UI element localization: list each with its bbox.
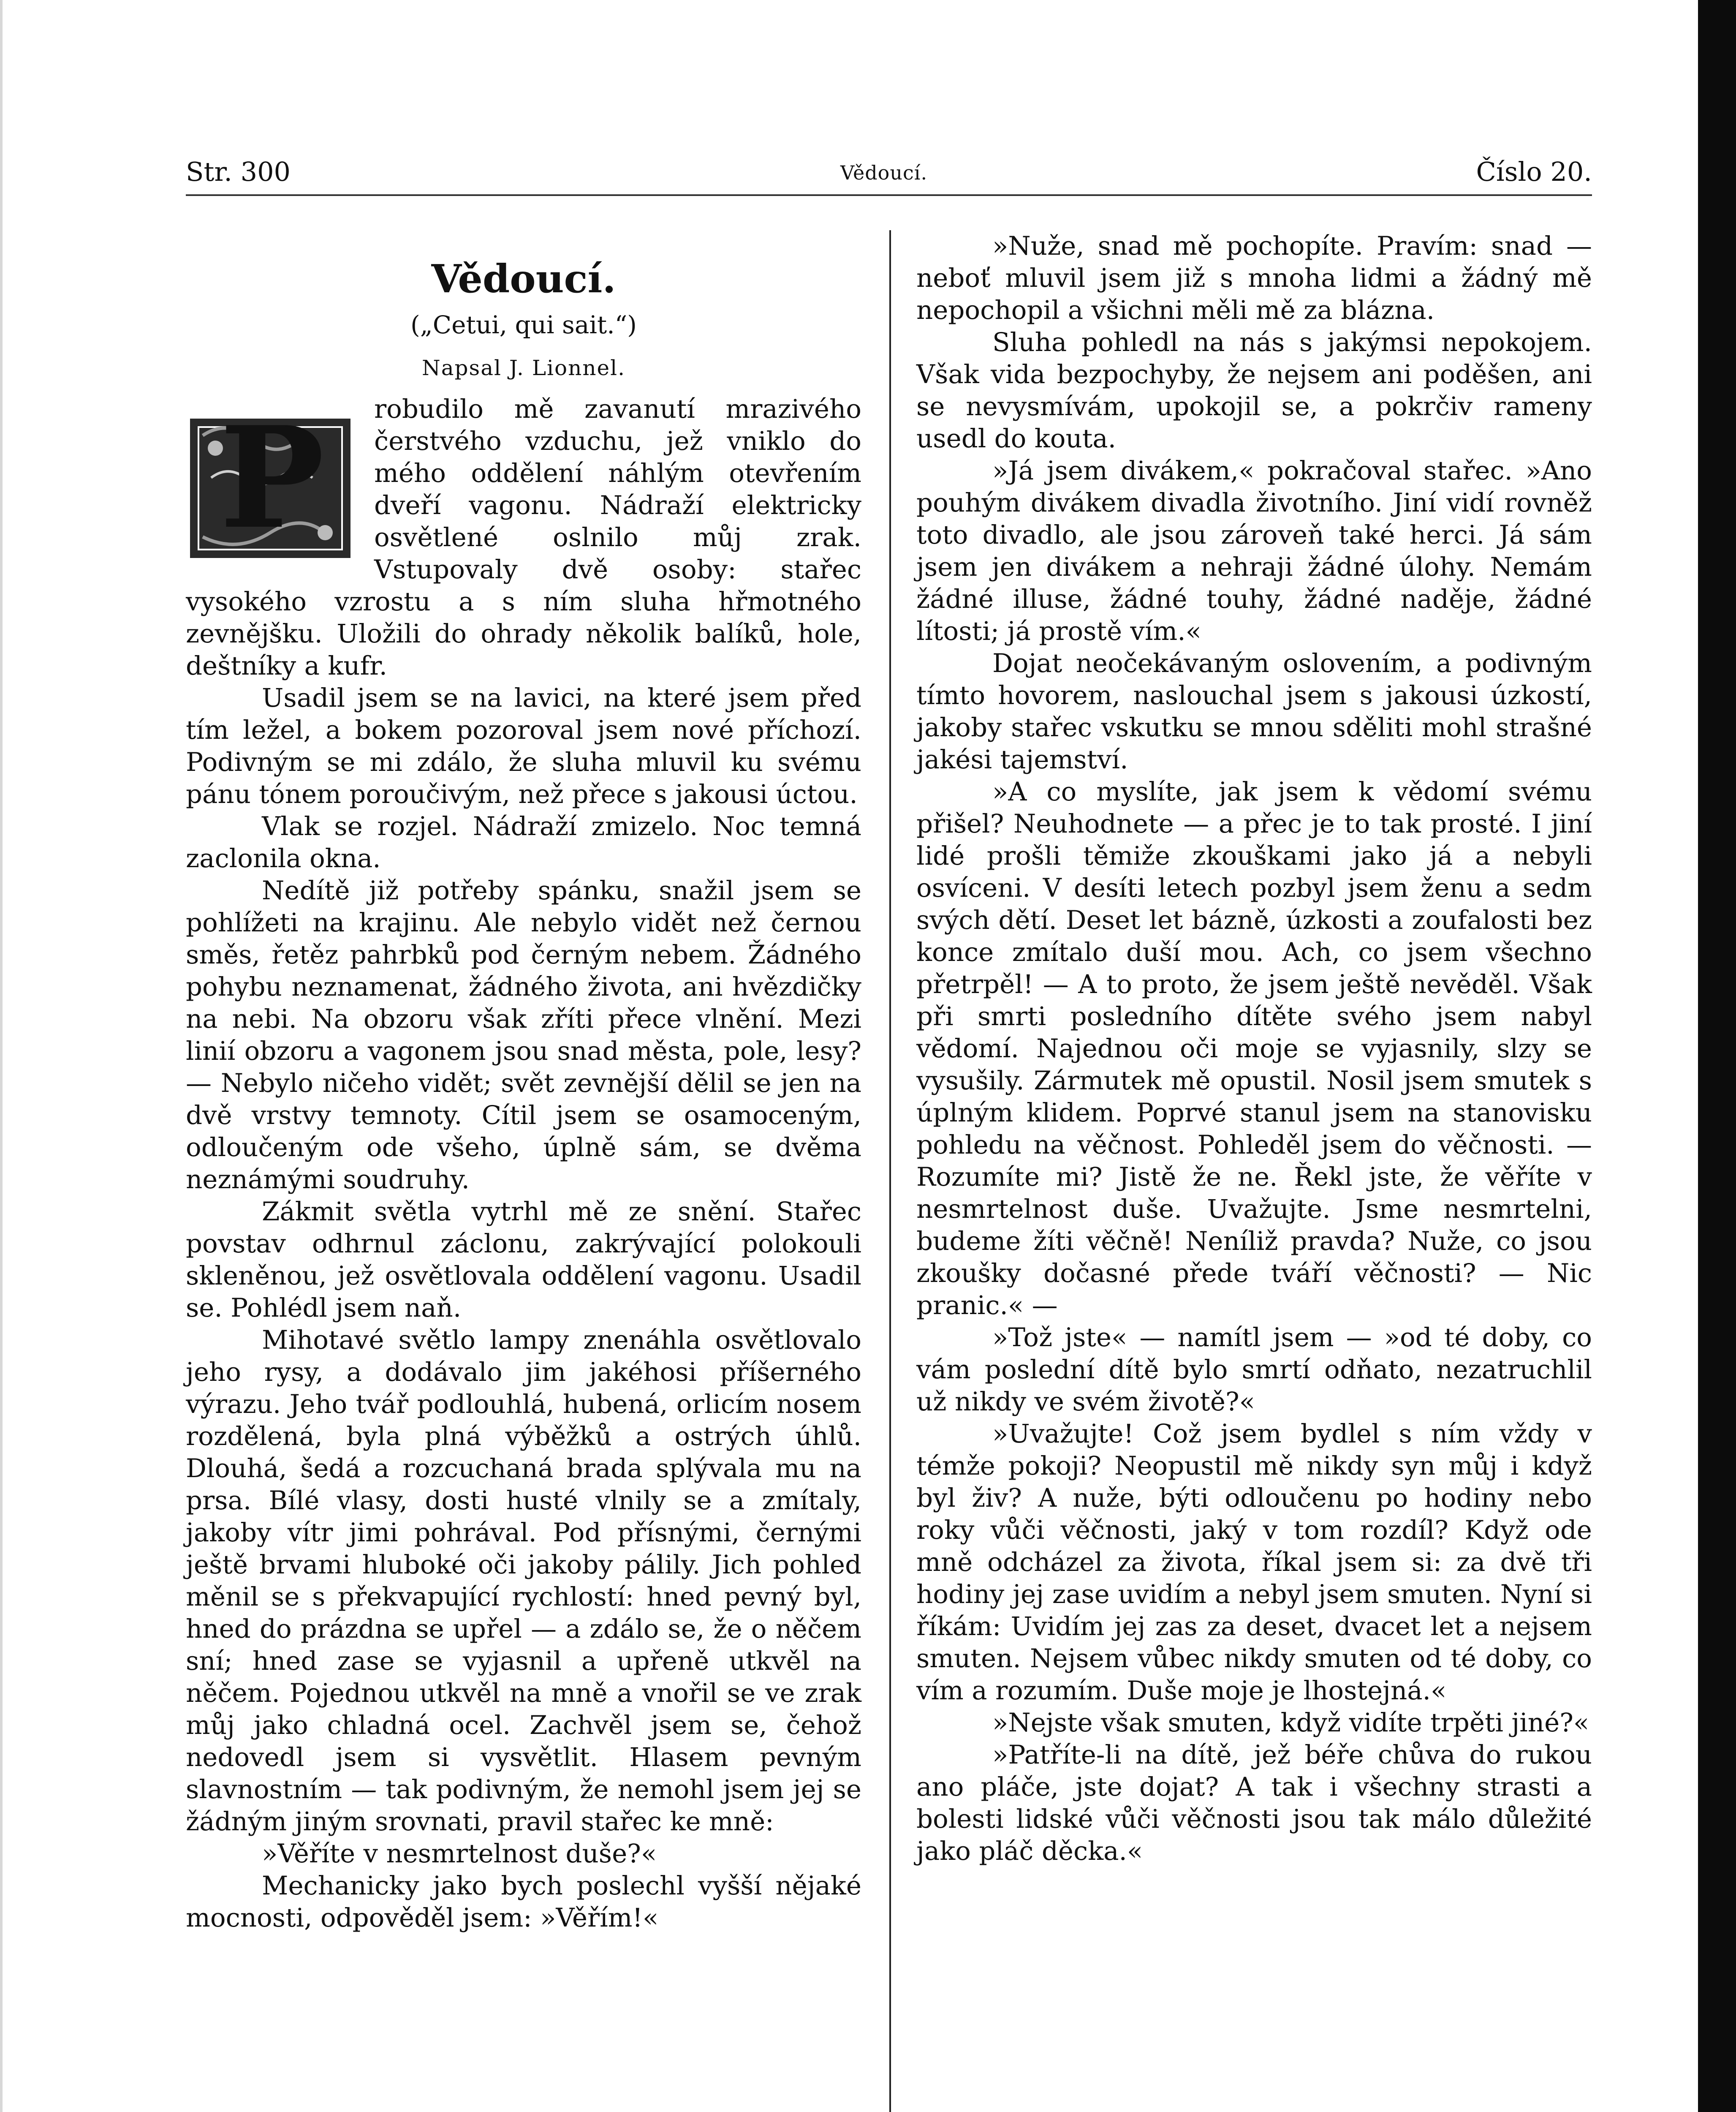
article-byline: Napsal J. Lionnel. <box>421 356 626 380</box>
paragraph: Vlak se rozjel. Nádraží zmizelo. Noc temná zaclonila okna. <box>186 811 861 874</box>
dropcap-ornament <box>186 393 363 562</box>
paragraph: »A co myslíte, jak jsem k vědomí svému přišel? Neuhodnete — a přec je to tak prosté. I jiní lidé prošli těmiže zkouškami jako já a nebyli osvíceni. V desíti letech pozbyl jsem ženu a sedm svých dětí. Deset let bázně, úzkosti a zoufalosti bez konce zmítalo duší mou. Ach, co jsem všechno přetrpěl! — A to proto, že jsem ještě nevěděl. Však při smrti posledního dítěte svého jsem nabyl vědomí. Najednou oči moje se vyjasnily, slzy se vysušily. Zármutek mě opustil. Nosil jsem smutek s úplným klidem. Poprvé stanul jsem na stanovisku pohledu na věčnost. Pohleděl jsem do věčnosti. — Rozumíte mi? Jistě že ne. Řekl jste, že věříte v nesmrtelnost duše. Uvažujte. Jsme nesmrtelni, budeme žíti věčně! Neníliž pravda? Nuže, co jsou zkoušky dočasné přede tváří věčnosti? — Nic pranic.« — <box>916 777 1592 1320</box>
paragraph: »Nuže, snad mě pochopíte. Pravím: snad — neboť mluvil jsem již s mnoha lidmi a žádný mě nepochopil a všichni měli mě za blázna. <box>916 231 1592 325</box>
left-column <box>186 230 861 1934</box>
scan-edge-right <box>1698 0 1736 2112</box>
paragraph: Mihotavé světlo lampy znenáhla osvětlovalo jeho rysy, a dodávalo jim jakéhosi příšerného výrazu. Jeho tvář podlouhlá, hubená, orlicím nosem rozdělená, byla plná výběžků a ostrých úhlů. Dlouhá, šedá a rozcuchaná brada splývala mu na prsa. Bílé vlasy, dosti husté vlnily se a zmítaly, jakoby vítr jimi pohrával. Pod přísnými, černými ještě brvami hluboké oči jakoby pálily. Jich pohled měnil se s překvapující rychlostí: hned pevný byl, hned do prázdna se upřel — a zdálo se, že o něčem sní; hned zase se vyjasnil a upřeně utkvěl na něčem. Pojednou utkvěl na mně a vnořil se ve zrak můj jako chladná ocel. Zachvěl jsem se, čehož nedovedl jsem si vysvětlit. Hlasem pevným slavnostním — tak podivným, že nemohl jsem jej se žádným jiným srovnati, pravil stařec ke mně: <box>186 1325 861 1837</box>
paragraph: Sluha pohledl na nás s jakýmsi nepokojem. Však vida bezpochyby, že nejsem ani poděšen, ani se nevysmívám, upokojil se, a pokrčiv rameny usedl do kouta. <box>916 327 1592 454</box>
paragraph-text: robudilo mě zavanutí mrazivého čerstvého vzduchu, jež vniklo do mého oddělení náhlým otevřením dveří vagonu. Nádraží elektricky osvětlené oslnilo můj zrak. Vstupovaly dvě osoby: stařec vysokého vzrostu a s ním sluha hřmotného zevnějšku. Uložili do ohrady několik balíků, hole, deštníky a kufr. <box>186 394 861 681</box>
article-title: Vědoucí. <box>431 256 616 302</box>
page-number: Str. 300 <box>186 156 291 187</box>
paragraph <box>186 393 861 682</box>
paragraph: Usadil jsem se na lavici, na které jsem před tím ležel, a bokem pozoroval jsem nové příchozí. Podivným se mi zdálo, že sluha mluvil ku svému pánu tónem poroučivým, než přece s jakousi úctou. <box>186 683 861 809</box>
paragraph: »Já jsem divákem,« pokračoval stařec. »Ano pouhým divákem divadla životního. Jiní vidí rovněž toto divadlo, ale jsou zároveň také herci. Já sám jsem jen divákem a nehraji žádné úlohy. Nemám žádné illuse, žádné touhy, žádné naděje, žádné lítosti; já prostě vím.« <box>916 456 1592 646</box>
right-column <box>916 230 1592 1867</box>
column-divider <box>889 230 891 2112</box>
paragraph: »Věříte v nesmrtelnost duše?« <box>262 1839 657 1869</box>
dropcap-letter: P <box>220 396 325 560</box>
paragraph: »Tož jste« — namítl jsem — »od té doby, co vám poslední dítě bylo smrtí odňato, nezatruchlil už nikdy ve svém životě?« <box>916 1323 1592 1417</box>
scan-edge-left <box>0 0 3 2112</box>
header-rule <box>186 194 1592 196</box>
paragraph: »Uvažujte! Což jsem bydlel s ním vždy v témže pokoji? Neopustil mě nikdy syn můj i když byl živ? A nuže, býti odloučenu po hodiny nebo roky vůči věčnosti, jaký v tom rozdíl? Když ode mně odcházel za života, říkal jsem si: za dvě tři hodiny jej zase uvidím a nebyl jsem smuten. Nyní si říkám: Uvidím jej zas za deset, dvacet let a nejsem smuten. Nejsem vůbec nikdy smuten od té doby, co vím a rozumím. Duše moje je lhostejná.« <box>916 1419 1592 1706</box>
issue-number: Číslo 20. <box>1476 156 1592 187</box>
paragraph: Dojat neočekávaným oslovením, a podivným tímto hovorem, naslouchal jsem s jakousi úzkostí, jakoby stařec vskutku se mnou sděliti mohl strašné jakési tajemství. <box>916 648 1592 775</box>
article-subtitle: („Cetui, qui sait.“) <box>410 310 637 339</box>
running-title: Vědoucí. <box>840 161 928 184</box>
paragraph: »Nejste však smuten, když vidíte trpěti jiné?« <box>992 1708 1589 1738</box>
page-header <box>186 156 1592 199</box>
paragraph: Zákmit světla vytrhl mě ze snění. Stařec povstav odhrnul záclonu, zakrývající polokouli skleněnou, jež osvětlovala oddělení vagonu. Usadil se. Pohlédl jsem naň. <box>186 1197 861 1323</box>
paragraph: Nedítě již potřeby spánku, snažil jsem se pohlížeti na krajinu. Ale nebylo vidět než černou směs, řetěz pahrbků pod černým nebem. Žádného pohybu neznamenat, žádného života, ani hvězdičky na nebi. Na obzoru však zříti přece vlnění. Mezi linií obzoru a vagonem jsou snad města, pole, lesy? — Nebylo ničeho vidět; svět zevnější dělil se jen na dvě vrstvy temnoty. Cítil jsem se osamoceným, odloučeným ode všeho, úplně sám, se dvěma neznámými soudruhy. <box>186 876 861 1195</box>
paragraph: »Patříte-li na dítě, jež béře chůva do rukou ano pláče, jste dojat? A tak i všechny strasti a bolesti lidské vůči věčnosti jsou tak málo důležité jako pláč děcka.« <box>916 1740 1592 1866</box>
page <box>186 0 1592 2112</box>
paragraph: Mechanicky jako bych poslechl vyšší nějaké mocnosti, odpověděl jsem: »Věřím!« <box>186 1871 861 1933</box>
